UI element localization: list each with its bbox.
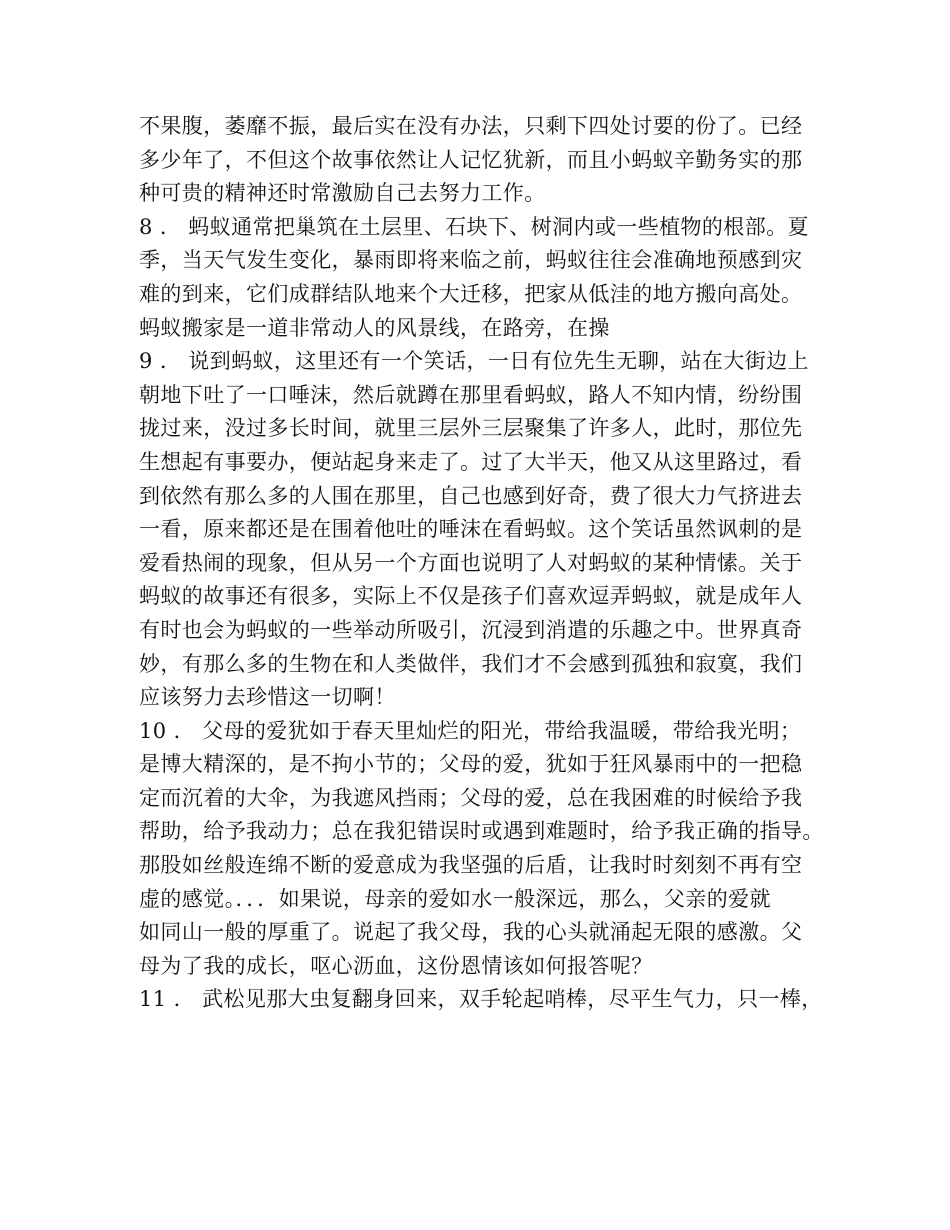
text-line: 拢过来，没过多长时间，就里三层外三层聚集了许多人，此时，那位先	[139, 416, 803, 441]
text-line: 10 ． 父母的爱犹如于春天里灿烂的阳光，带给我温暖，带给我光明；	[139, 718, 802, 743]
text-line: 季，当天气发生变化，暴雨即将来临之前，蚂蚁往往会准确地预感到灾	[139, 248, 803, 273]
text-line: 9 ． 说到蚂蚁，这里还有一个笑话，一日有位先生无聊，站在大街边上	[139, 349, 809, 374]
text-line: 如同山一般的厚重了。说起了我父母，我的心头就涌起无限的感激。父	[139, 920, 803, 945]
text-line: 生想起有事要办，便站起身来走了。过了大半天，他又从这里路过，看	[139, 449, 803, 474]
text-line: 多少年了，不但这个故事依然让人记忆犹新，而且小蚂蚁辛勤务实的那	[139, 147, 803, 172]
text-line: 定而沉着的大伞，为我遮风挡雨；父母的爱，总在我困难的时候给予我	[139, 785, 803, 810]
text-line: 是博大精深的，是不拘小节的；父母的爱，犹如于狂风暴雨中的一把稳	[139, 752, 803, 777]
text-line: 母为了我的成长，呕心沥血，这份恩情该如何报答呢？	[139, 953, 653, 978]
text-line: 爱看热闹的现象，但从另一个方面也说明了人对蚂蚁的某种情愫。关于	[139, 550, 803, 575]
text-line: 有时也会为蚂蚁的一些举动所吸引，沉浸到消遣的乐趣之中。世界真奇	[139, 617, 803, 642]
text-line: 应该努力去珍惜这一切啊！	[139, 685, 396, 710]
text-line: 蚂蚁的故事还有很多，实际上不仅是孩子们喜欢逗弄蚂蚁，就是成年人	[139, 584, 803, 609]
text-line: 那股如丝般连绵不断的爱意成为我坚强的后盾，让我时时刻刻不再有空	[139, 853, 803, 878]
text-line: 8 ． 蚂蚁通常把巢筑在土层里、石块下、树洞内或一些植物的根部。夏	[139, 214, 809, 239]
text-line: 朝地下吐了一口唾沫，然后就蹲在那里看蚂蚁，路人不知内情，纷纷围	[139, 382, 803, 407]
text-line: 妙，有那么多的生物在和人类做伴，我们才不会感到孤独和寂寞，我们	[139, 651, 803, 676]
text-line: 难的到来，它们成群结队地来个大迁移，把家从低洼的地方搬向高处。	[139, 281, 803, 306]
text-line: 虚的感觉。．．．如果说，母亲的爱如水一般深远，那么，父亲的爱就	[139, 886, 771, 911]
text-line: 帮助，给予我动力；总在我犯错误时或遇到难题时，给予我正确的指导。	[139, 819, 824, 844]
text-line: 到依然有那么多的人围在那里，自己也感到好奇，费了很大力气挤进去	[139, 483, 803, 508]
text-line: 11 ． 武松见那大虫复翻身回来，双手轮起哨棒，尽平生气力，只一棒，	[139, 987, 823, 1012]
text-line: 一看，原来都还是在围着他吐的唾沫在看蚂蚁。这个笑话虽然讽刺的是	[139, 517, 803, 542]
text-line: 蚂蚁搬家是一道非常动人的风景线，在路旁，在操	[139, 315, 610, 340]
text-line: 种可贵的精神还时常激励自己去努力工作。	[139, 181, 546, 206]
document-body-text	[139, 110, 839, 1017]
text-line: 不果腹，萎靡不振，最后实在没有办法，只剩下四处讨要的份了。已经	[139, 114, 803, 138]
